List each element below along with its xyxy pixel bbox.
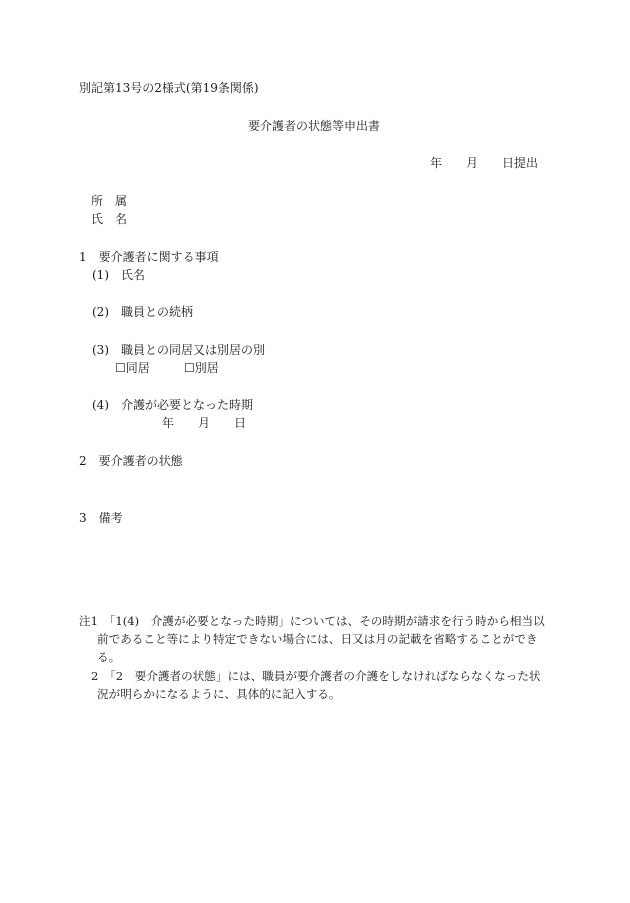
care-start-date-line: 年 月 日 [162, 416, 247, 430]
note1-line3: る。 [97, 649, 121, 664]
section1-item-residence: (3) 職員との同居又は別居の別 [92, 343, 265, 357]
section3-heading: 3 備考 [79, 511, 123, 525]
note1-line2: 前であること等により特定できない場合には、日又は月の記載を省略することができ [97, 631, 538, 646]
name-label: 氏 名 [91, 212, 128, 226]
section1-item-name: (1) 氏名 [92, 268, 145, 282]
section1-item-relationship: (2) 職員との続柄 [92, 305, 193, 319]
option-living-together: ☐同居 [115, 361, 150, 375]
note1-line1: 注1 「1(4) 介護が必要となった時期」については、その時期が請求を行う時から相当以 [79, 613, 545, 628]
submission-date-line: 年 月 日提出 [430, 156, 539, 170]
option-living-separately: ☐別居 [184, 361, 219, 375]
section1-heading: 1 要介護者に関する事項 [79, 250, 219, 264]
section1-item-care-start: (4) 介護が必要となった時期 [92, 398, 253, 412]
form-reference: 別記第13号の2様式(第19条関係) [79, 81, 259, 95]
affiliation-label: 所 属 [91, 194, 128, 208]
section2-heading: 2 要介護者の状態 [79, 454, 183, 468]
note2-line1: 2 「2 要介護者の状態」には、職員が要介護者の介護をしなければならなくなった状 [91, 668, 541, 683]
document-title: 要介護者の状態等申出書 [248, 119, 381, 133]
note2-line2: 況が明らかになるように、具体的に記入する。 [97, 686, 341, 701]
